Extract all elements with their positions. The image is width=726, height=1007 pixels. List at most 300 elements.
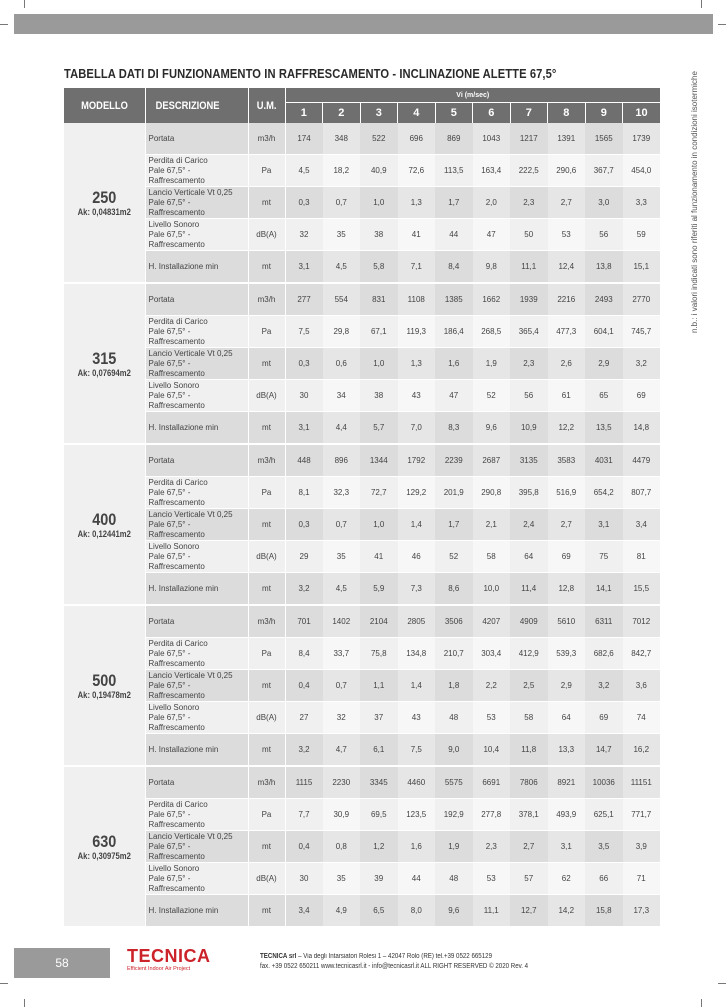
description-line: Perdita di Carico: [148, 316, 208, 326]
value-cell: 47: [435, 380, 473, 412]
unit-cell: mt: [248, 573, 285, 606]
value-cell: 2,9: [548, 670, 586, 702]
header-speed-7: 7: [510, 103, 548, 124]
value-cell: 15,1: [623, 251, 661, 284]
value-cell: 654,2: [585, 477, 623, 509]
unit-cell: Pa: [248, 316, 285, 348]
value-cell: 2,3: [473, 831, 511, 863]
value-cell: 123,5: [398, 799, 436, 831]
value-cell: 81: [623, 541, 661, 573]
value-cell: 1565: [585, 123, 623, 155]
value-cell: 3,2: [623, 348, 661, 380]
unit-cell: m3/h: [248, 605, 285, 638]
description-subline: Pale 67,5° - Raffrescamento: [148, 390, 205, 410]
table-row: [64, 509, 660, 541]
model-cell: [64, 766, 145, 927]
value-cell: 9,0: [435, 734, 473, 767]
value-cell: 37: [360, 702, 398, 734]
value-cell: 771,7: [623, 799, 661, 831]
value-cell: 348: [323, 123, 361, 155]
value-cell: 2,3: [510, 187, 548, 219]
header-speed-6: 6: [473, 103, 511, 124]
value-cell: 43: [398, 702, 436, 734]
value-cell: 58: [473, 541, 511, 573]
value-cell: 1,6: [398, 831, 436, 863]
value-cell: 39: [360, 863, 398, 895]
description-cell: [145, 863, 248, 895]
value-cell: 3345: [360, 766, 398, 799]
value-cell: 4,5: [285, 155, 323, 187]
crop-mark: [24, 0, 25, 8]
value-cell: 43: [398, 380, 436, 412]
value-cell: 696: [398, 123, 436, 155]
description-line: Portata: [148, 294, 175, 304]
table-row: [64, 831, 660, 863]
value-cell: 10,0: [473, 573, 511, 606]
value-cell: 27: [285, 702, 323, 734]
description-subline: Pale 67,5° - Raffrescamento: [148, 358, 205, 378]
description-line: H. Installazione min: [148, 583, 219, 593]
value-cell: 604,1: [585, 316, 623, 348]
value-cell: 1391: [548, 123, 586, 155]
model-cell: [64, 605, 145, 766]
value-cell: 38: [360, 219, 398, 251]
value-cell: 4207: [473, 605, 511, 638]
value-cell: 7806: [510, 766, 548, 799]
value-cell: 5610: [548, 605, 586, 638]
value-cell: 65: [585, 380, 623, 412]
unit-cell: mt: [248, 187, 285, 219]
value-cell: 11,1: [473, 895, 511, 928]
value-cell: 701: [285, 605, 323, 638]
unit-cell: mt: [248, 895, 285, 928]
value-cell: 50: [510, 219, 548, 251]
value-cell: 1402: [323, 605, 361, 638]
description-cell: [145, 444, 248, 477]
description-line: Livello Sonoro: [148, 702, 200, 712]
description-line: H. Installazione min: [148, 261, 219, 271]
table-row: [64, 412, 660, 445]
value-cell: 0,7: [323, 509, 361, 541]
value-cell: 5,8: [360, 251, 398, 284]
table-row: [64, 155, 660, 187]
value-cell: 1,7: [435, 509, 473, 541]
value-cell: 210,7: [435, 638, 473, 670]
unit-cell: Pa: [248, 638, 285, 670]
description-line: Portata: [148, 777, 175, 787]
value-cell: 14,1: [585, 573, 623, 606]
description-cell: [145, 348, 248, 380]
value-cell: 2687: [473, 444, 511, 477]
description-subline: Pale 67,5° - Raffrescamento: [148, 873, 205, 893]
unit-cell: dB(A): [248, 380, 285, 412]
value-cell: 59: [623, 219, 661, 251]
model-ak: Ak: 0,07694m2: [77, 367, 131, 378]
unit-cell: Pa: [248, 155, 285, 187]
value-cell: 1,4: [398, 509, 436, 541]
value-cell: 8,1: [285, 477, 323, 509]
value-cell: 2805: [398, 605, 436, 638]
header-speed-9: 9: [585, 103, 623, 124]
description-cell: [145, 509, 248, 541]
value-cell: 8,4: [285, 638, 323, 670]
table-row: [64, 863, 660, 895]
value-cell: 0,7: [323, 670, 361, 702]
value-cell: 1,4: [398, 670, 436, 702]
value-cell: 4479: [623, 444, 661, 477]
value-cell: 2,4: [510, 509, 548, 541]
value-cell: 2104: [360, 605, 398, 638]
value-cell: 29: [285, 541, 323, 573]
table-row: [64, 573, 660, 606]
value-cell: 15,5: [623, 573, 661, 606]
crop-mark: [0, 24, 8, 25]
value-cell: 2,7: [548, 187, 586, 219]
value-cell: 6,1: [360, 734, 398, 767]
value-cell: 52: [435, 541, 473, 573]
value-cell: 10036: [585, 766, 623, 799]
value-cell: 4,5: [323, 573, 361, 606]
description-cell: [145, 766, 248, 799]
value-cell: 119,3: [398, 316, 436, 348]
value-cell: 7,3: [398, 573, 436, 606]
value-cell: 4,7: [323, 734, 361, 767]
model-ak: Ak: 0,30975m2: [77, 850, 131, 861]
value-cell: 0,8: [323, 831, 361, 863]
description-subline: Pale 67,5° - Raffrescamento: [148, 680, 205, 700]
description-cell: [145, 670, 248, 702]
value-cell: 14,2: [548, 895, 586, 928]
description-cell: [145, 380, 248, 412]
description-cell: [145, 573, 248, 606]
description-line: Portata: [148, 133, 175, 143]
value-cell: 48: [435, 863, 473, 895]
header-speed-1: 1: [285, 103, 323, 124]
crop-mark: [718, 983, 726, 984]
value-cell: 186,4: [435, 316, 473, 348]
value-cell: 7,1: [398, 251, 436, 284]
description-line: Perdita di Carico: [148, 638, 208, 648]
table-row: [64, 380, 660, 412]
value-cell: 682,6: [585, 638, 623, 670]
header-speed-10: 10: [623, 103, 661, 124]
value-cell: 72,7: [360, 477, 398, 509]
value-cell: 57: [510, 863, 548, 895]
description-line: Lancio Verticale Vt 0,25: [148, 670, 233, 680]
value-cell: 3135: [510, 444, 548, 477]
description-line: H. Installazione min: [148, 744, 219, 754]
value-cell: 1,6: [435, 348, 473, 380]
model-number: 250: [92, 187, 117, 207]
data-table: [64, 88, 660, 928]
value-cell: 16,2: [623, 734, 661, 767]
description-cell: [145, 155, 248, 187]
value-cell: 38: [360, 380, 398, 412]
value-cell: 1,7: [435, 187, 473, 219]
value-cell: 12,8: [548, 573, 586, 606]
unit-cell: mt: [248, 509, 285, 541]
value-cell: 0,3: [285, 348, 323, 380]
value-cell: 1,0: [360, 348, 398, 380]
value-cell: 67,1: [360, 316, 398, 348]
description-cell: [145, 477, 248, 509]
value-cell: 29,8: [323, 316, 361, 348]
value-cell: 18,2: [323, 155, 361, 187]
header-speed-8: 8: [548, 103, 586, 124]
value-cell: 516,9: [548, 477, 586, 509]
unit-cell: mt: [248, 670, 285, 702]
side-note: n.b.: i valori indicati sono riferiti al funzionamento in condizioni isotermiche: [690, 71, 699, 333]
description-cell: [145, 187, 248, 219]
value-cell: 64: [548, 702, 586, 734]
value-cell: 493,9: [548, 799, 586, 831]
value-cell: 2770: [623, 283, 661, 316]
logo-wordmark: TECNICA: [127, 946, 211, 966]
value-cell: 41: [398, 219, 436, 251]
value-cell: 30: [285, 380, 323, 412]
table-row: [64, 541, 660, 573]
description-subline: Pale 67,5° - Raffrescamento: [148, 229, 205, 249]
value-cell: 11,1: [510, 251, 548, 284]
value-cell: 2,1: [473, 509, 511, 541]
unit-cell: mt: [248, 251, 285, 284]
value-cell: 7012: [623, 605, 661, 638]
value-cell: 1108: [398, 283, 436, 316]
value-cell: 3,4: [623, 509, 661, 541]
value-cell: 7,5: [285, 316, 323, 348]
value-cell: 72,6: [398, 155, 436, 187]
value-cell: 3,1: [285, 251, 323, 284]
table-row: [64, 895, 660, 928]
value-cell: 290,8: [473, 477, 511, 509]
value-cell: 3,1: [548, 831, 586, 863]
value-cell: 3,4: [285, 895, 323, 928]
value-cell: 47: [473, 219, 511, 251]
crop-mark: [718, 24, 726, 25]
value-cell: 2,0: [473, 187, 511, 219]
unit-cell: mt: [248, 734, 285, 767]
value-cell: 539,3: [548, 638, 586, 670]
value-cell: 1,3: [398, 187, 436, 219]
table-row: [64, 444, 660, 477]
description-line: Lancio Verticale Vt 0,25: [148, 348, 233, 358]
value-cell: 2230: [323, 766, 361, 799]
value-cell: 12,4: [548, 251, 586, 284]
value-cell: 15,8: [585, 895, 623, 928]
value-cell: 32: [323, 702, 361, 734]
table-row: [64, 670, 660, 702]
company-name: TECNICA srl: [260, 953, 297, 960]
company-info: [260, 952, 528, 972]
unit-cell: dB(A): [248, 219, 285, 251]
value-cell: 0,3: [285, 187, 323, 219]
table-row: [64, 283, 660, 316]
description-line: Perdita di Carico: [148, 477, 208, 487]
unit-cell: mt: [248, 412, 285, 445]
value-cell: 222,5: [510, 155, 548, 187]
value-cell: 8,3: [435, 412, 473, 445]
description-line: Livello Sonoro: [148, 541, 200, 551]
value-cell: 4031: [585, 444, 623, 477]
value-cell: 3,9: [623, 831, 661, 863]
description-cell: [145, 799, 248, 831]
value-cell: 3,5: [585, 831, 623, 863]
value-cell: 61: [548, 380, 586, 412]
unit-cell: Pa: [248, 799, 285, 831]
value-cell: 35: [323, 219, 361, 251]
value-cell: 134,8: [398, 638, 436, 670]
value-cell: 8,4: [435, 251, 473, 284]
unit-cell: m3/h: [248, 283, 285, 316]
model-cell: [64, 123, 145, 283]
description-cell: [145, 734, 248, 767]
value-cell: 163,4: [473, 155, 511, 187]
value-cell: 842,7: [623, 638, 661, 670]
value-cell: 9,8: [473, 251, 511, 284]
value-cell: 58: [510, 702, 548, 734]
crop-mark: [701, 0, 702, 8]
description-cell: [145, 412, 248, 445]
value-cell: 4460: [398, 766, 436, 799]
value-cell: 896: [323, 444, 361, 477]
value-cell: 69: [623, 380, 661, 412]
description-cell: [145, 605, 248, 638]
value-cell: 3,2: [285, 734, 323, 767]
value-cell: 3583: [548, 444, 586, 477]
header-speed-4: 4: [398, 103, 436, 124]
value-cell: 30: [285, 863, 323, 895]
description-cell: [145, 123, 248, 155]
value-cell: 11151: [623, 766, 661, 799]
value-cell: 75,8: [360, 638, 398, 670]
value-cell: 745,7: [623, 316, 661, 348]
table-row: [64, 316, 660, 348]
value-cell: 35: [323, 863, 361, 895]
value-cell: 69: [585, 702, 623, 734]
value-cell: 3,6: [623, 670, 661, 702]
header-speed-5: 5: [435, 103, 473, 124]
value-cell: 174: [285, 123, 323, 155]
description-line: H. Installazione min: [148, 422, 219, 432]
value-cell: 303,4: [473, 638, 511, 670]
value-cell: 412,9: [510, 638, 548, 670]
value-cell: 2,6: [548, 348, 586, 380]
value-cell: 2,9: [585, 348, 623, 380]
value-cell: 9,6: [473, 412, 511, 445]
value-cell: 7,5: [398, 734, 436, 767]
value-cell: 477,3: [548, 316, 586, 348]
value-cell: 201,9: [435, 477, 473, 509]
value-cell: 1792: [398, 444, 436, 477]
value-cell: 69,5: [360, 799, 398, 831]
value-cell: 13,5: [585, 412, 623, 445]
value-cell: 34: [323, 380, 361, 412]
value-cell: 12,2: [548, 412, 586, 445]
value-cell: 44: [435, 219, 473, 251]
value-cell: 56: [510, 380, 548, 412]
value-cell: 12,7: [510, 895, 548, 928]
unit-cell: m3/h: [248, 123, 285, 155]
value-cell: 1,3: [398, 348, 436, 380]
value-cell: 6691: [473, 766, 511, 799]
value-cell: 1739: [623, 123, 661, 155]
value-cell: 4,9: [323, 895, 361, 928]
value-cell: 3,1: [285, 412, 323, 445]
value-cell: 32: [285, 219, 323, 251]
description-line: Lancio Verticale Vt 0,25: [148, 187, 233, 197]
value-cell: 3,1: [585, 509, 623, 541]
value-cell: 69: [548, 541, 586, 573]
value-cell: 268,5: [473, 316, 511, 348]
value-cell: 1662: [473, 283, 511, 316]
value-cell: 2,7: [548, 509, 586, 541]
value-cell: 0,4: [285, 670, 323, 702]
value-cell: 75: [585, 541, 623, 573]
value-cell: 448: [285, 444, 323, 477]
value-cell: 522: [360, 123, 398, 155]
value-cell: 2,5: [510, 670, 548, 702]
table-row: [64, 766, 660, 799]
description-cell: [145, 702, 248, 734]
description-line: Perdita di Carico: [148, 155, 208, 165]
value-cell: 4,5: [323, 251, 361, 284]
page-number: 58: [14, 948, 110, 978]
value-cell: 71: [623, 863, 661, 895]
description-cell: [145, 283, 248, 316]
value-cell: 3,0: [585, 187, 623, 219]
description-line: Portata: [148, 455, 175, 465]
value-cell: 66: [585, 863, 623, 895]
value-cell: 7,0: [398, 412, 436, 445]
value-cell: 30,9: [323, 799, 361, 831]
value-cell: 2239: [435, 444, 473, 477]
value-cell: 3,2: [285, 573, 323, 606]
unit-cell: m3/h: [248, 444, 285, 477]
value-cell: 44: [398, 863, 436, 895]
description-subline: Pale 67,5° - Raffrescamento: [148, 197, 205, 217]
value-cell: 33,7: [323, 638, 361, 670]
description-cell: [145, 316, 248, 348]
table-row: [64, 734, 660, 767]
value-cell: 62: [548, 863, 586, 895]
description-subline: Pale 67,5° - Raffrescamento: [148, 326, 205, 346]
description-subline: Pale 67,5° - Raffrescamento: [148, 551, 205, 571]
description-line: Perdita di Carico: [148, 799, 208, 809]
header-modello: MODELLO: [64, 88, 145, 123]
value-cell: 277: [285, 283, 323, 316]
header-um: U.M.: [248, 88, 285, 123]
description-subline: Pale 67,5° - Raffrescamento: [148, 809, 205, 829]
model-cell: [64, 283, 145, 444]
company-address: – Via degli Intarsiatori Rolesi 1 – 42047 Rolo (RE) tel.+39 0522 665129: [298, 953, 493, 960]
unit-cell: dB(A): [248, 863, 285, 895]
unit-cell: mt: [248, 348, 285, 380]
table-row: [64, 638, 660, 670]
value-cell: 367,7: [585, 155, 623, 187]
value-cell: 46: [398, 541, 436, 573]
value-cell: 0,4: [285, 831, 323, 863]
value-cell: 35: [323, 541, 361, 573]
value-cell: 14,7: [585, 734, 623, 767]
table-row: [64, 702, 660, 734]
value-cell: 1,9: [435, 831, 473, 863]
header-descrizione: DESCRIZIONE: [145, 88, 248, 123]
value-cell: 2216: [548, 283, 586, 316]
table-row: [64, 219, 660, 251]
description-cell: [145, 541, 248, 573]
value-cell: 625,1: [585, 799, 623, 831]
value-cell: 53: [548, 219, 586, 251]
